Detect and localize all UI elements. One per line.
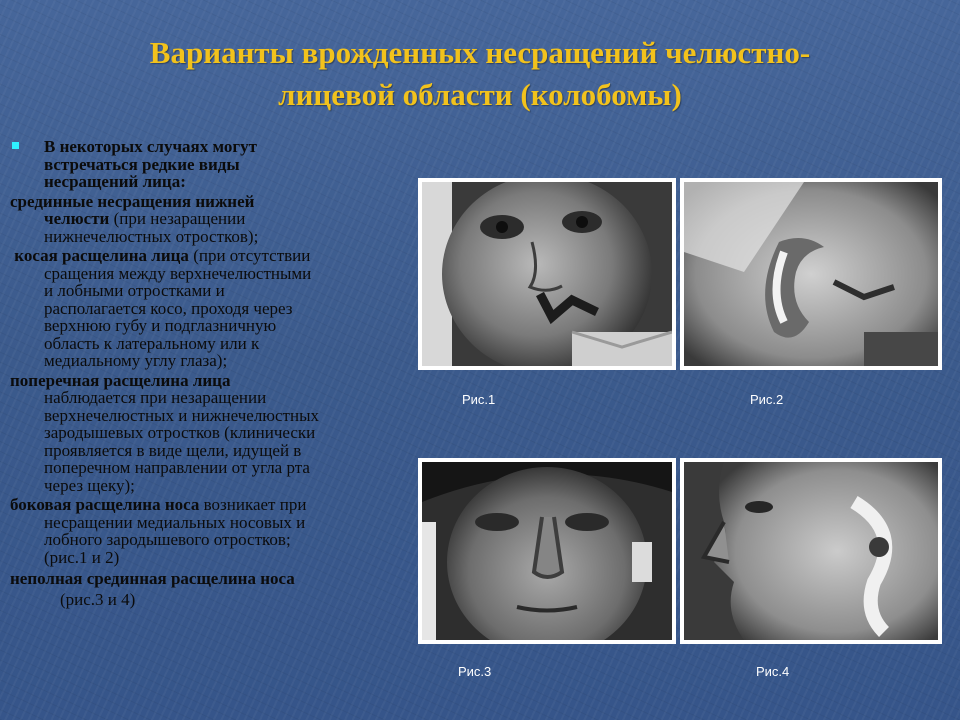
- figure-3-photo: [418, 458, 676, 644]
- figure-2-photo: [680, 178, 942, 370]
- paragraph-text: верхнечелюстных и нижнечелюстных: [44, 405, 319, 425]
- paragraph-heading-cont: челюсти: [44, 209, 110, 228]
- child-face-profile-image: [684, 462, 938, 640]
- figure-1-photo: [418, 178, 676, 370]
- paragraph-text: и лобными отростками и: [44, 281, 225, 300]
- paragraph-incomplete-median-nasal-cleft: [10, 570, 410, 608]
- paragraph-heading: неполная срединная расщелина носа: [10, 569, 295, 588]
- paragraph-text: проявляется в виде щели, идущей в: [44, 440, 302, 460]
- slide-title: [40, 32, 920, 116]
- intro-line-1: В некоторых случаях могут: [44, 137, 257, 156]
- paragraph-heading: поперечная расщелина лица: [10, 370, 231, 390]
- paragraph-text: (рис.3 и 4): [60, 589, 136, 609]
- intro-bullet: [10, 138, 410, 191]
- figure-3-caption: Рис.3: [458, 664, 492, 679]
- paragraph-text: область к латеральному или к: [44, 333, 260, 353]
- figure-1-caption: Рис.1: [462, 392, 496, 407]
- intro-line-2: встречаться редкие виды: [44, 154, 240, 174]
- intro-line-3: несращений лица:: [44, 172, 186, 191]
- paragraph-median-mandible: [10, 193, 410, 246]
- paragraph-text: верхнюю губу и подглазничную: [44, 316, 277, 335]
- paragraph-text: (рис.1 и 2): [44, 547, 120, 567]
- figure-4-photo: [680, 458, 942, 644]
- figure-4-caption: Рис.4: [756, 664, 790, 679]
- text-column: [10, 138, 410, 608]
- paragraph-text: возникает при: [199, 495, 307, 514]
- paragraph-text: нижнечелюстных отростков);: [44, 226, 259, 246]
- paragraph-text: сращения между верхнечелюстными: [44, 263, 312, 283]
- paragraph-heading: боковая расщелина носа: [10, 495, 200, 514]
- paragraph-text: поперечном направлении от угла рта: [44, 458, 310, 477]
- figure-2-caption: Рис.2: [750, 392, 784, 407]
- paragraph-text: лобного зародышевого отростков;: [44, 530, 291, 549]
- child-face-nose-front-image: [422, 462, 672, 640]
- paragraph-lateral-nasal-cleft: [10, 496, 410, 566]
- paragraph-text: располагается косо, проходя через: [44, 298, 293, 318]
- paragraph-transverse-cleft: [10, 372, 410, 495]
- title-line-2: лицевой области (колобомы): [278, 77, 682, 112]
- paragraph-heading: срединные несращения нижней: [10, 191, 255, 211]
- paragraph-text: (при отсутствии: [188, 246, 311, 265]
- paragraph-oblique-cleft: [10, 247, 410, 370]
- paragraph-text: несращении медиальных носовых и: [44, 512, 306, 532]
- square-bullet-icon: [12, 142, 19, 149]
- paragraph-text: медиальному углу глаза);: [44, 351, 228, 370]
- paragraph-text: (при незаращении: [109, 209, 246, 228]
- paragraph-heading: косая расщелина лица: [14, 246, 189, 265]
- paragraph-text: наблюдается при незаращении: [44, 388, 267, 407]
- child-face-front-image: [422, 182, 672, 366]
- title-line-1: Варианты врожденных несращений челюстно-: [149, 35, 811, 70]
- paragraph-text: зародышевых отростков (клинически: [44, 423, 316, 442]
- child-ear-profile-image: [684, 182, 938, 366]
- paragraph-text: через щеку);: [44, 475, 135, 495]
